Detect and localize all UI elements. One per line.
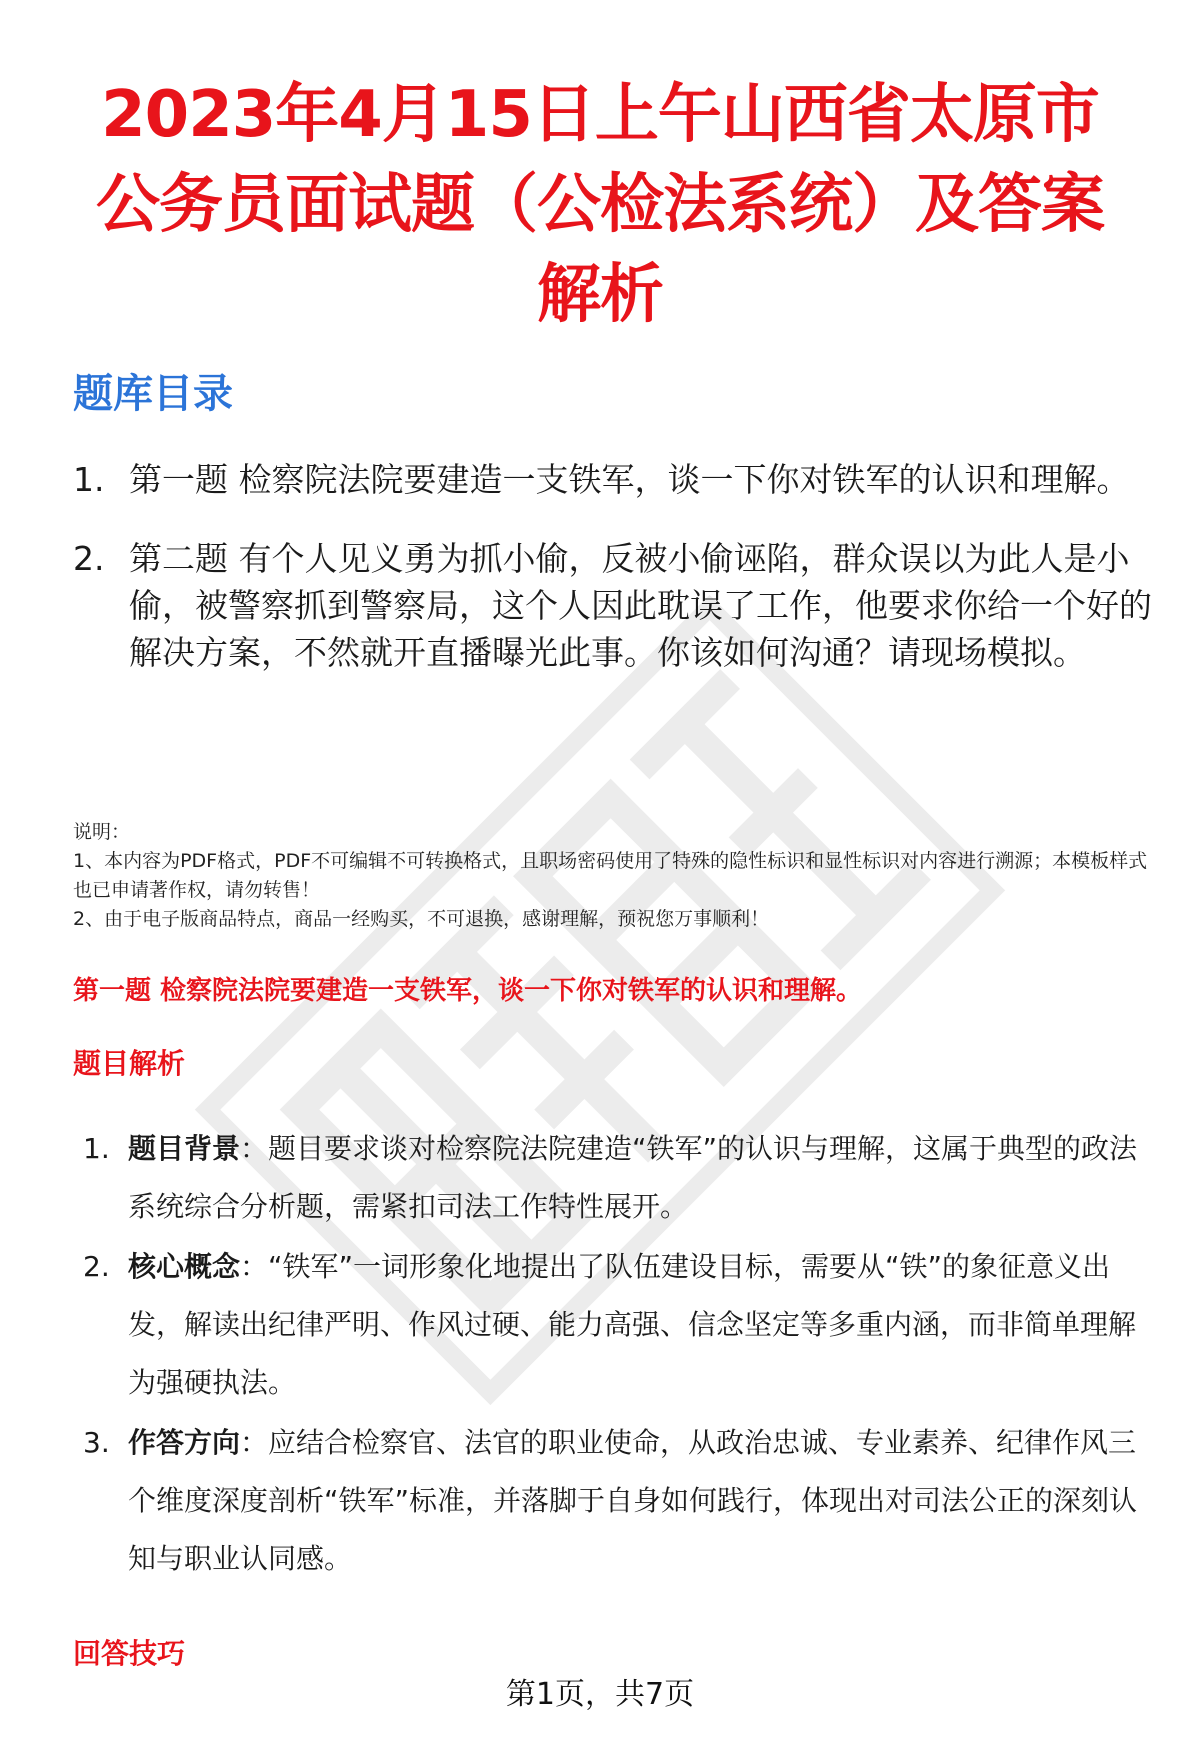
document-title: 2023年4月15日上午山西省太原市公务员面试题（公检法系统）及答案解析 [96, 78, 1104, 332]
analysis-item-background [83, 1120, 1153, 1236]
analysis-item-concept [83, 1238, 1153, 1412]
notes-line-2: 2、由于电子版商品特点，商品一经购买，不可退换，感谢理解，预祝您万事顺利！ [73, 908, 770, 930]
question-title: 第一题 检察院法院要建造一支铁军，谈一下你对铁军的认识和理解。 [73, 976, 863, 1006]
toc-item-text: 第一题 检察院法院要建造一支铁军，谈一下你对铁军的认识和理解。 [129, 460, 1130, 499]
analysis-item-text: ：应结合检察官、法官的职业使命，从政治忠诚、专业素养、纪律作风三个维度深度剖析“铁军”标准，并落脚于自身如何践行，体现出对司法公正的深刻认知与职业认同感。 [128, 1426, 1138, 1575]
notes-heading: 说明： [73, 821, 131, 843]
analysis-item-label: 作答方向 [128, 1426, 241, 1459]
notes-line-1: 1、本内容为PDF格式，PDF不可编辑不可转换格式，且职场密码使用了特殊的隐性标识和显性标识对内容进行溯源；本模板样式也已申请著作权，请勿转售！ [73, 850, 1148, 901]
toc-heading: 题库目录 [73, 371, 233, 417]
toc-item-number: 2. [73, 539, 105, 578]
analysis-item-text: ：“铁军”一词形象化地提出了队伍建设目标，需要从“铁”的象征意义出发，解读出纪律严明、作风过硬、能力高强、信念坚定等多重内涵，而非简单理解为强硬执法。 [128, 1250, 1137, 1399]
analysis-item-number: 3. [83, 1426, 110, 1459]
toc-item-2[interactable] [73, 535, 1153, 676]
toc-item-1[interactable] [73, 456, 1153, 503]
analysis-item-label: 核心概念 [128, 1250, 241, 1283]
analysis-item-label: 题目背景 [128, 1132, 241, 1165]
analysis-item-number: 2. [83, 1250, 110, 1283]
analysis-list [83, 1120, 1153, 1590]
analysis-heading: 题目解析 [73, 1047, 186, 1080]
toc-list [73, 456, 1153, 708]
toc-item-number: 1. [73, 460, 105, 499]
analysis-item-direction [83, 1414, 1153, 1588]
page-number: 第1页，共7页 [505, 1677, 695, 1712]
toc-item-text: 第二题 有个人见义勇为抓小偷，反被小偷诬陷，群众误以为此人是小偷，被警察抓到警察局，这个人因此耽误了工作，他要求你给一个好的解决方案，不然就开直播曝光此事。你该如何沟通？请现场模拟。 [129, 539, 1152, 672]
tips-heading: 回答技巧 [73, 1637, 186, 1670]
notes-block [73, 818, 1158, 934]
analysis-item-text: ：题目要求谈对检察院法院建造“铁军”的认识与理解，这属于典型的政法系统综合分析题，需紧扣司法工作特性展开。 [128, 1132, 1138, 1223]
analysis-item-number: 1. [83, 1132, 110, 1165]
